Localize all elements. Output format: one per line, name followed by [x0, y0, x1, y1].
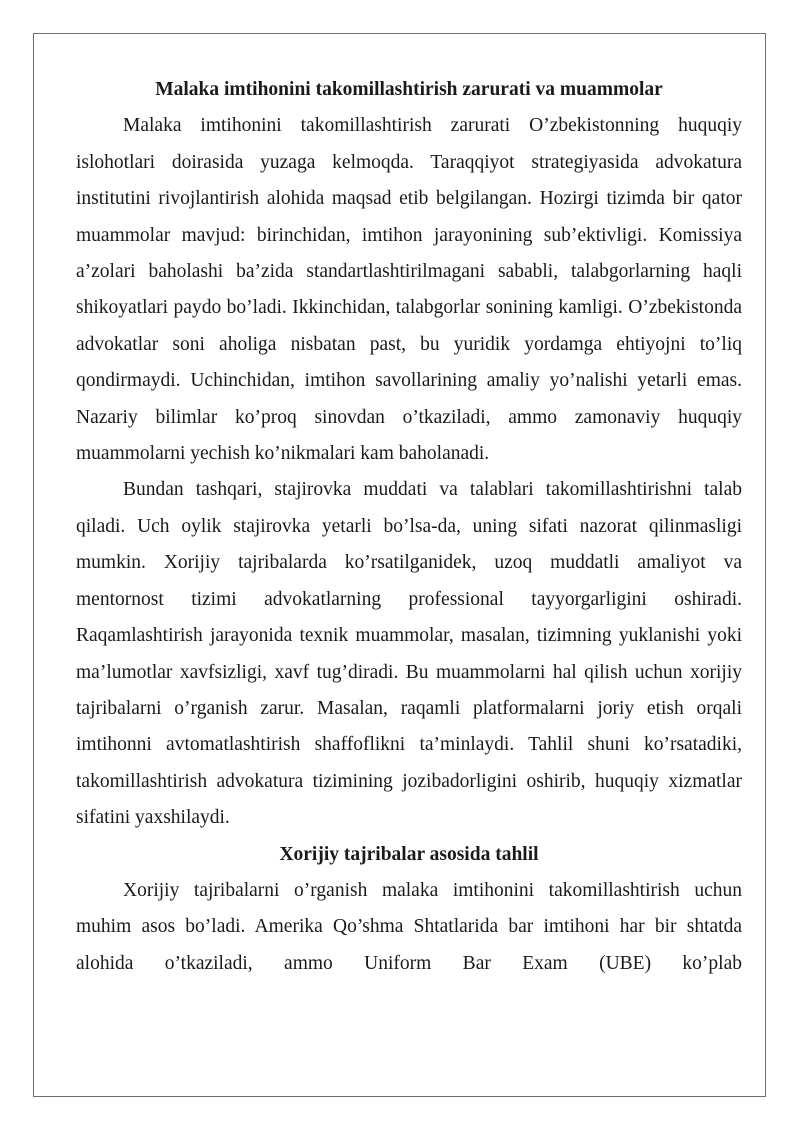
section-heading-problems: Malaka imtihonini takomillashtirish zarurati va muammolar [155, 79, 663, 100]
paragraph-foreign-experience: Xorijiy tajribalarni o’rganish malaka imtihonini takomillashtirish uchun muhim asos bo’ladi. Amerika Qo’shma Shtatlarida bar imtihoni har bir shtatda alohida o’tkaziladi, ammo Uniform Bar Exam (UBE) ko’plab [76, 879, 742, 974]
paragraph-problems: Malaka imtihonini takomillashtirish zarurati O’zbekistonning huquqiy islohotlari doirasida yuzaga kelmoqda. Taraqqiyot strategiyasida advokatura institutini rivojlantirish alohida maqsad etib belgilangan. Hozirgi tizimda bir qator muammolar mavjud: birinchidan, imtihon jarayonining sub’ektivligi. Komissiya a’zolari baholashi ba’zida standartlashtirilmagani sababli, talabgorlarning haqli shikoyatlari paydo bo’ladi. Ikkinchidan, talabgorlar sonining kamligi. O’zbekistonda advokatlar soni aholiga nisbatan past, bu yuridik yordamga ehtiyojni to’liq qondirmaydi. Uchinchidan, imtihon savollarining amaliy yo’nalishi yetarli emas. Nazariy bilimlar ko’proq sinovdan o’tkaziladi, ammo zamonaviy huquqiy muammolarni yechish ko’nikmalari kam baholanadi. [76, 115, 742, 465]
section-heading-foreign-experience: Xorijiy tajribalar asosida tahlil [279, 843, 539, 865]
paragraph-internship: Bundan tashqari, stajirovka muddati va talablari takomillashtirishni talab qiladi. Uch oylik stajirovka yetarli bo’lsa-da, uning sifati nazorat qilinmasligi mumkin. Xorijiy tajribalarda ko’rsatilganidek, uzoq muddatli amaliyot va mentornost tizimi advokatlarning professional tayyorgarligini oshiradi. Raqamlashtirish jarayonida texnik muammolar, masalan, tizimning yuklanishi yoki ma’lumotlar xavfsizligi, xavf tug’diradi. Bu muammolarni hal qilish uchun xorijiy tajribalarni o’rganish zarur. Masalan, raqamli platformalarni joriy etish orqali imtihonni avtomatlashtirish shaffoflikni ta’minlaydi. Tahlil shuni ko’rsatadiki, takomillashtirish advokatura tizimining jozibadorligini oshirib, huquqiy xizmatlar sifatini yaxshilaydi. [76, 479, 742, 829]
document-body [76, 72, 742, 982]
